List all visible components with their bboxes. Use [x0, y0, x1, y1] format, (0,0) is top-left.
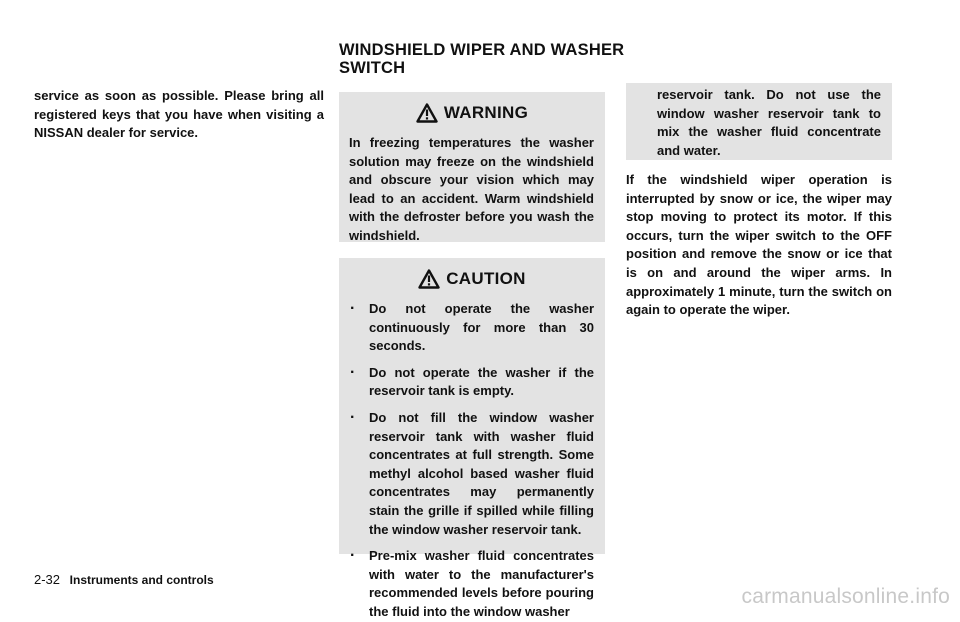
page-number: 2-32 [34, 572, 61, 587]
caution-heading: CAUTION [446, 269, 526, 288]
caution-item: . Do not fill the window washer reservoir tank with washer fluid concentrates at full strength. Some methyl alcohol based washer fluid concentrates may permanently stain the grille if spilled while filling the window washer reservoir tank. [349, 409, 594, 539]
section-title-line1: WINDSHIELD WIPER AND WASHER [339, 41, 625, 59]
caution-item: . Do not operate the washer continuously for more than 30 seconds. [349, 300, 594, 356]
caution-continued-text: reservoir tank. Do not use the window washer reservoir tank to mix the washer fluid concentrate and water. [657, 87, 881, 158]
warning-box [339, 92, 605, 242]
caution-box [339, 258, 605, 619]
caution-item: . Do not operate the washer if the reservoir tank is empty. [349, 364, 594, 401]
watermark: carmanualsonline.info [741, 585, 950, 608]
caution-item: . Pre-mix washer fluid concentrates with water to the manufacturer's recommended levels before pouring the fluid into the window washer [349, 547, 594, 621]
wiper-interruption-paragraph: If the windshield wiper operation is interrupted by snow or ice, the wiper may stop moving to protect its motor. If this occurs, turn the wiper switch to the OFF position and remove the snow or ice that is on and around the wiper arms. In approximately 1 minute, turn the switch on again to operate the wiper. [626, 172, 892, 318]
caution-list [339, 300, 605, 622]
warning-heading: WARNING [443, 103, 529, 122]
footer-title: Instruments and controls [69, 573, 214, 587]
intro-paragraph: service as soon as possible. Please bring all registered keys that you have when visiting a NISSAN dealer for service. [34, 88, 324, 141]
warning-icon [416, 103, 438, 123]
page-footer [34, 572, 214, 587]
section-title-line2: SWITCH [339, 59, 406, 77]
caution-icon [418, 269, 440, 289]
caution-continued-box [626, 83, 892, 160]
warning-text: In freezing temperatures the washer solution may freeze on the windshield and obscure your vision which may lead to an accident. Warm windshield with the defroster before you wash the windshield. [349, 135, 594, 243]
caution-header [339, 258, 605, 300]
warning-header [339, 92, 605, 134]
section-title [339, 41, 629, 77]
